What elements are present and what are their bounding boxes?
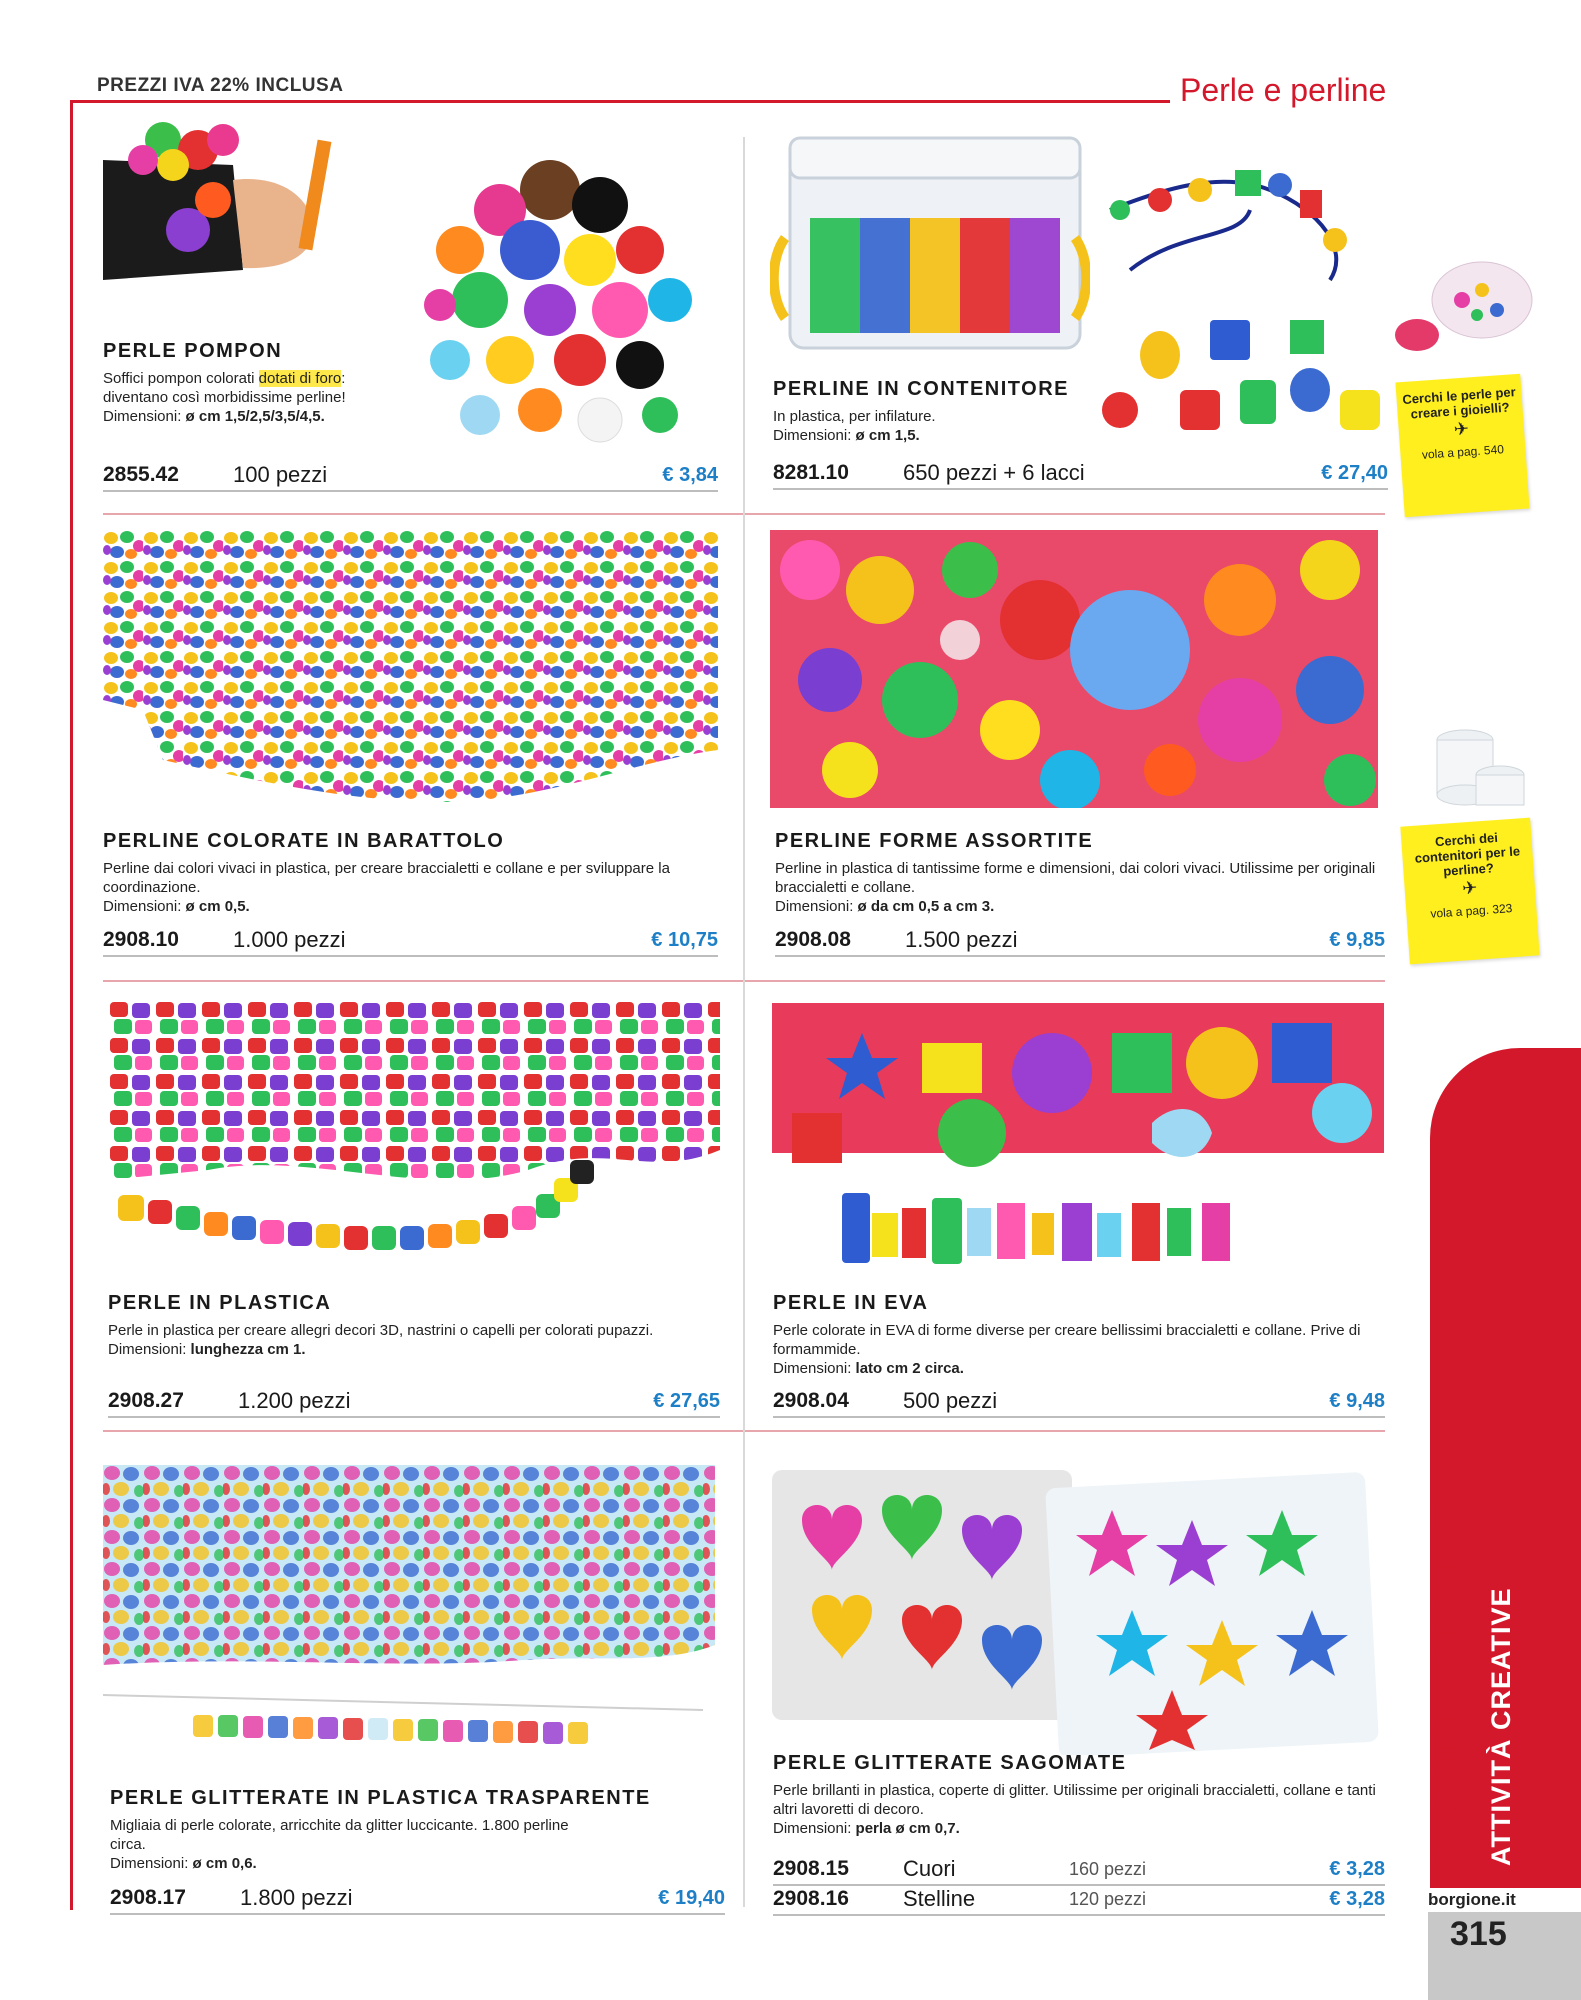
website-label[interactable]: borgione.it [1428,1890,1516,1909]
section-title: Perle e perline [1180,72,1387,108]
product-price: € 27,40 [1321,461,1388,484]
row-divider [103,1430,743,1432]
note-link[interactable]: vola a pag. 540 [1421,442,1505,462]
vat-note: PREZZI IVA 22% INCLUSA [97,75,344,96]
price-row [108,1386,720,1418]
product-title: PERLE POMPON [103,340,283,362]
product-title: PERLINE FORME ASSORTITE [775,830,1094,852]
paper-plane-icon: ✈ [1453,418,1470,440]
product-description: Perle in plastica per creare allegri decori 3D, nastrini o capelli per colorati pupazzi. Dimensioni: lunghezza cm 1. [108,1322,654,1358]
price-row [773,1386,1385,1418]
product-variant: Stelline [903,1886,976,1911]
product-price: € 10,75 [651,928,718,951]
product-code: 2908.04 [773,1389,849,1412]
product-price: € 27,65 [653,1389,720,1412]
colored-beads-photo [103,530,718,810]
price-row [775,925,1385,957]
product-title: PERLE IN PLASTICA [108,1292,332,1314]
containers-note[interactable] [1400,818,1539,965]
product-code: 2855.42 [103,463,179,486]
product-description: Perline dai colori vivaci in plastica, per creare braccialetti e collane e per sviluppare la coordinazione. Dimensioni: ø cm 0,5. [103,860,670,915]
product-code: 2908.10 [103,928,179,951]
jewelry-note[interactable] [1395,374,1529,517]
row-divider [745,980,1385,982]
product-description: Soffici pompon colorati dotati di foro: diventano così morbidissime perline! Dimensioni: ø cm 1,5/2,5/3,5/4,5. [103,370,346,425]
row-divider [103,513,743,515]
product-price: € 3,84 [662,463,718,486]
product-description: Migliaia di perle colorate, arricchite da glitter luccicante. 1.800 perline circa. Dimensioni: ø cm 0,6. [110,1817,569,1872]
price-row [103,460,718,492]
product-title: PERLE GLITTERATE IN PLASTICA TRASPARENTE [110,1787,651,1809]
note-link[interactable]: vola a pag. 323 [1429,901,1513,921]
highlight: dotati di foro [258,370,342,387]
row-divider [745,513,1385,515]
price-row [103,925,718,957]
product-code: 2908.17 [110,1886,186,1909]
left-margin-rule [70,100,73,1910]
product-quantity: 500 pezzi [903,1388,998,1413]
row-divider [103,980,743,982]
product-quantity: 1.500 pezzi [905,927,1018,952]
paper-plane-icon: ✈ [1461,877,1479,899]
assorted-beads-photo [770,530,1378,808]
product-price: € 19,40 [658,1886,725,1909]
price-row [773,1854,1385,1886]
row-divider [745,1430,1385,1432]
glitter-shaped-beads-photo [772,1460,1384,1755]
product-code: 8281.10 [773,461,849,484]
product-code: 2908.15 [773,1857,849,1880]
product-title: PERLINE COLORATE IN BARATTOLO [103,830,505,852]
price-row [110,1883,725,1915]
note-text: Cerchi le perle per creare i gioielli? [1401,384,1517,422]
product-code: 2908.08 [775,928,851,951]
product-quantity: 160 pezzi [1069,1858,1147,1879]
page-number: 315 [1450,1915,1507,1953]
pompon-bracelet-photo [103,120,363,300]
product-variant: Cuori [903,1856,956,1881]
product-price: € 3,28 [1329,1857,1385,1880]
lacing-beads-photo [1100,150,1390,440]
product-code: 2908.27 [108,1389,184,1412]
product-quantity: 100 pezzi [233,462,328,487]
price-row [773,1884,1385,1916]
containers-thumbnail [1405,720,1535,815]
product-quantity: 1.200 pezzi [238,1388,351,1413]
product-description: Perle brillanti in plastica, coperte di glitter. Utilissime per originali braccialetti, collane e tanti altri lavoretti di decoro. Dimensioni: perla ø cm 0,7. [773,1782,1376,1837]
product-title: PERLINE IN CONTENITORE [773,378,1069,400]
pompon-pile-photo [400,130,710,460]
note-text: Cerchi dei contenitori per le perline? [1414,829,1521,879]
product-description: Perle colorate in EVA di forme diverse per creare bellissimi braccialetti e collane. Prive di formammide. Dimensioni: lato cm 2 circa. [773,1322,1361,1377]
product-price: € 3,28 [1329,1887,1385,1910]
product-title: PERLE IN EVA [773,1292,929,1314]
product-price: € 9,48 [1329,1389,1385,1412]
product-quantity: 1.800 pezzi [240,1885,353,1910]
product-quantity: 650 pezzi + 6 lacci [903,460,1085,485]
category-label: DECORI E GLITTER [1424,1497,1466,1870]
jewelry-beads-thumbnail [1392,255,1542,375]
transparent-glitter-beads-photo [103,1465,715,1765]
product-title: PERLE GLITTERATE SAGOMATE [773,1752,1127,1774]
product-quantity: 1.000 pezzi [233,927,346,952]
price-row [773,458,1388,490]
plastic-beads-photo [108,1000,720,1280]
product-price: € 9,85 [1329,928,1385,951]
product-quantity: 120 pezzi [1069,1888,1147,1909]
column-divider [743,137,745,1907]
product-description: In plastica, per infilature. Dimensioni: ø cm 1,5. [773,408,936,444]
header-rule [70,100,1170,103]
product-description: Perline in plastica di tantissime forme e dimensioni, dai colori vivaci. Utilissime per originali braccialetti e collane. Dimensioni: ø da cm 0,5 a cm 3. [775,860,1376,915]
section-label: ATTIVITÀ CREATIVE [1486,1587,1516,1866]
eva-beads-photo [772,1003,1384,1278]
bead-container-photo [770,128,1090,360]
product-code: 2908.16 [773,1887,849,1910]
